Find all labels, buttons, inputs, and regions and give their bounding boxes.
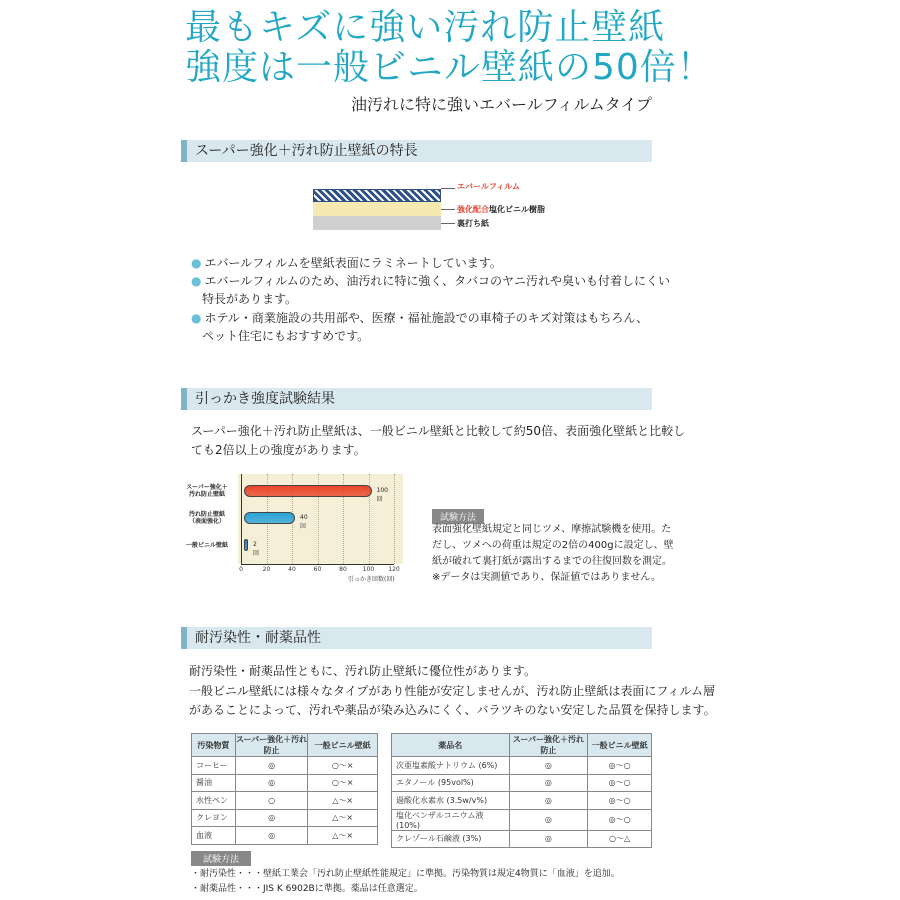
chart-value-label: 2回 <box>253 541 260 557</box>
table-cell: ◎ <box>235 809 308 827</box>
chart-category-label-line: 汚れ防止壁紙 <box>188 491 225 498</box>
film-leader-line <box>441 188 455 189</box>
chart-x-axis-label: 引っかき回数(回) <box>348 576 395 583</box>
table-cell: ○〜× <box>308 774 378 792</box>
chart-gridline <box>394 474 395 564</box>
bullet-text-cont: 特長があります。 <box>202 292 298 306</box>
chart-tick-label: 80 <box>339 566 347 573</box>
table-cell: ◎〜○ <box>588 809 652 830</box>
method-tag: 試験方法 <box>432 509 484 524</box>
table-cell: 次亜塩素酸ナトリウム (6%) <box>392 757 510 775</box>
table-row <box>392 830 652 848</box>
chem-header-name: 薬品名 <box>392 734 510 757</box>
bullet-item <box>191 309 648 345</box>
stain-header-substance: 汚染物質 <box>192 734 236 757</box>
table-cell: クレゾール石鹸液 (3%) <box>392 830 510 848</box>
table-cell: 過酸化水素水 (3.5w/v%) <box>392 792 510 810</box>
stain-header-super: スーパー強化＋汚れ防止 <box>235 735 308 755</box>
chart-tick-label: 20 <box>262 566 271 573</box>
headline-line-1: 最もキズに強い汚れ防止壁紙 <box>185 7 666 48</box>
chart-category-label-line: （表面強化） <box>188 518 225 525</box>
chart-bar <box>244 485 372 497</box>
chart-category-label-line: 汚れ防止壁紙 <box>188 511 225 518</box>
method-line: 紙が破れて裏打紙が露出するまでの往復回数を測定。 <box>432 556 672 567</box>
chart-category-label <box>177 511 237 525</box>
bullet-text: エバールフィルムのため、油汚れに特に強く、タバコのヤニ汚れや臭いも付着しにくい <box>204 274 670 288</box>
scratch-intro-line-2: ても2倍以上の強度があります。 <box>191 443 366 457</box>
table-cell: ○〜× <box>308 757 378 775</box>
note-line-1: ・耐汚染性・・・壁紙工業会「汚れ防止壁紙性能規定」に準拠。汚染物質は規定4物質に「血液」を追加。 <box>191 869 620 879</box>
chart-tick-label: 120 <box>388 566 400 573</box>
section-title-features: スーパー強化＋汚れ防止壁紙の特長 <box>181 140 652 162</box>
bullet-item <box>191 272 670 308</box>
bullet-dot-icon: ● <box>191 256 202 270</box>
chart-value-label: 100回 <box>376 487 388 503</box>
resist-line-3: があることによって、汚れや薬品が染み込みにくく、バラツキのない安定した品質を保持します。 <box>189 703 716 717</box>
resin-label <box>457 204 545 215</box>
table-cell: ◎ <box>509 809 588 830</box>
scratch-intro-line-1: スーパー強化＋汚れ防止壁紙は、一般ビニル壁紙と比較して約50倍、表面強化壁紙と比較し <box>191 424 686 438</box>
method-line: ※データは実測値であり、保証値ではありません。 <box>432 572 661 583</box>
method-text <box>432 522 674 586</box>
table-row <box>392 792 652 810</box>
resin-label-highlight: 強化配合 <box>457 205 489 214</box>
table-cell: ○ <box>235 792 308 810</box>
table-row <box>192 757 378 775</box>
table-cell: △〜× <box>308 792 378 810</box>
stain-table <box>191 733 378 845</box>
chart-category-label <box>177 542 237 549</box>
bullet-text: エバールフィルムを壁紙表面にラミネートしています。 <box>204 256 502 270</box>
table-row <box>192 792 378 810</box>
resin-label-rest: 塩化ビニル樹脂 <box>489 205 545 214</box>
chart-value-label: 40回 <box>300 514 308 530</box>
table-row <box>192 827 378 845</box>
table-cell: ◎ <box>235 774 308 792</box>
table-cell: ◎ <box>235 827 308 845</box>
method-line: だし、ツメへの荷重は規定の2倍の400gに設定し、壁 <box>432 540 674 551</box>
note-tag: 試験方法 <box>191 851 251 866</box>
backing-label: 裏打ち紙 <box>457 219 489 228</box>
note-line-2: ・耐薬品性・・・JIS K 6902Bに準拠。薬品は任意選定。 <box>191 884 423 894</box>
table-cell: ◎ <box>509 774 588 792</box>
table-cell: △〜× <box>308 809 378 827</box>
film-layer <box>313 189 441 202</box>
table-row <box>192 809 378 827</box>
chart-tick-label: 100 <box>362 566 375 573</box>
table-cell: 塩化ベンザルコニウム液 (10%) <box>392 809 510 830</box>
chart-category-label-line: 一般ビニル壁紙 <box>185 541 228 549</box>
chart-bar <box>244 512 295 524</box>
chart-y-axis <box>241 474 242 564</box>
film-label: エバールフィルム <box>457 182 520 191</box>
table-cell: ◎〜○ <box>588 757 652 775</box>
resist-line-1: 耐汚染性・耐薬品性ともに、汚れ防止壁紙に優位性があります。 <box>189 664 537 678</box>
bullet-dot-icon: ● <box>191 311 202 325</box>
bullet-dot-icon: ● <box>191 274 202 288</box>
table-row <box>392 809 652 830</box>
section-title-resistance: 耐汚染性・耐薬品性 <box>181 627 652 649</box>
chart-tick-label: 40 <box>288 566 296 573</box>
resin-layer <box>313 202 441 216</box>
chem-header-general: 一般ビニル壁紙 <box>588 734 652 757</box>
table-cell: ◎〜○ <box>588 774 652 792</box>
bullet-text: ホテル・商業施設の共用部や、医療・福祉施設での車椅子のキズ対策はもちろん、 <box>204 311 649 325</box>
backing-leader-line <box>441 223 455 224</box>
method-line: 表面強化壁紙規定と同じツメ、摩擦試験機を使用。た <box>432 524 672 535</box>
chart-x-axis <box>241 564 394 565</box>
chart-tick-label: 0 <box>239 566 243 573</box>
chart-bar <box>244 539 248 551</box>
table-cell: ○〜△ <box>588 830 652 848</box>
resist-line-2: 一般ビニル壁紙には様々なタイプがあり性能が安定しませんが、汚れ防止壁紙は表面にフィルム層 <box>189 684 715 698</box>
table-cell: 水性ペン <box>192 792 236 810</box>
subtitle: 油汚れに特に強いエバールフィルムタイプ <box>351 95 652 114</box>
table-cell: ◎ <box>509 757 588 775</box>
table-cell: △〜× <box>308 827 378 845</box>
resin-leader-line <box>441 209 455 210</box>
table-cell: 醤油 <box>192 774 236 792</box>
table-cell: ◎ <box>509 792 588 810</box>
table-cell: ◎ <box>235 757 308 775</box>
table-cell: コーヒー <box>192 757 236 775</box>
bullet-item <box>191 254 502 272</box>
bullet-text-cont: ペット住宅にもおすすめです。 <box>202 329 370 343</box>
chemical-table <box>391 733 652 848</box>
section-title-scratch: 引っかき強度試験結果 <box>181 388 652 410</box>
chart-tick-label: 60 <box>313 566 322 573</box>
chem-header-super: スーパー強化＋汚れ防止 <box>509 734 588 757</box>
table-row <box>392 757 652 775</box>
table-row <box>192 774 378 792</box>
chart-category-label-line: スーパー強化＋ <box>186 484 228 491</box>
table-cell: クレヨン <box>192 809 236 827</box>
chart-category-label <box>177 484 237 498</box>
headline-line-2: 強度は一般ビニル壁紙の50倍！ <box>185 47 714 88</box>
table-cell: ◎ <box>509 830 588 848</box>
table-cell: エタノール (95vol%) <box>392 774 510 792</box>
stain-header-general: 一般ビニル壁紙 <box>308 734 378 757</box>
backing-layer <box>313 216 441 230</box>
table-row <box>392 774 652 792</box>
table-cell: 血液 <box>192 827 236 845</box>
table-cell: ◎〜○ <box>588 792 652 810</box>
